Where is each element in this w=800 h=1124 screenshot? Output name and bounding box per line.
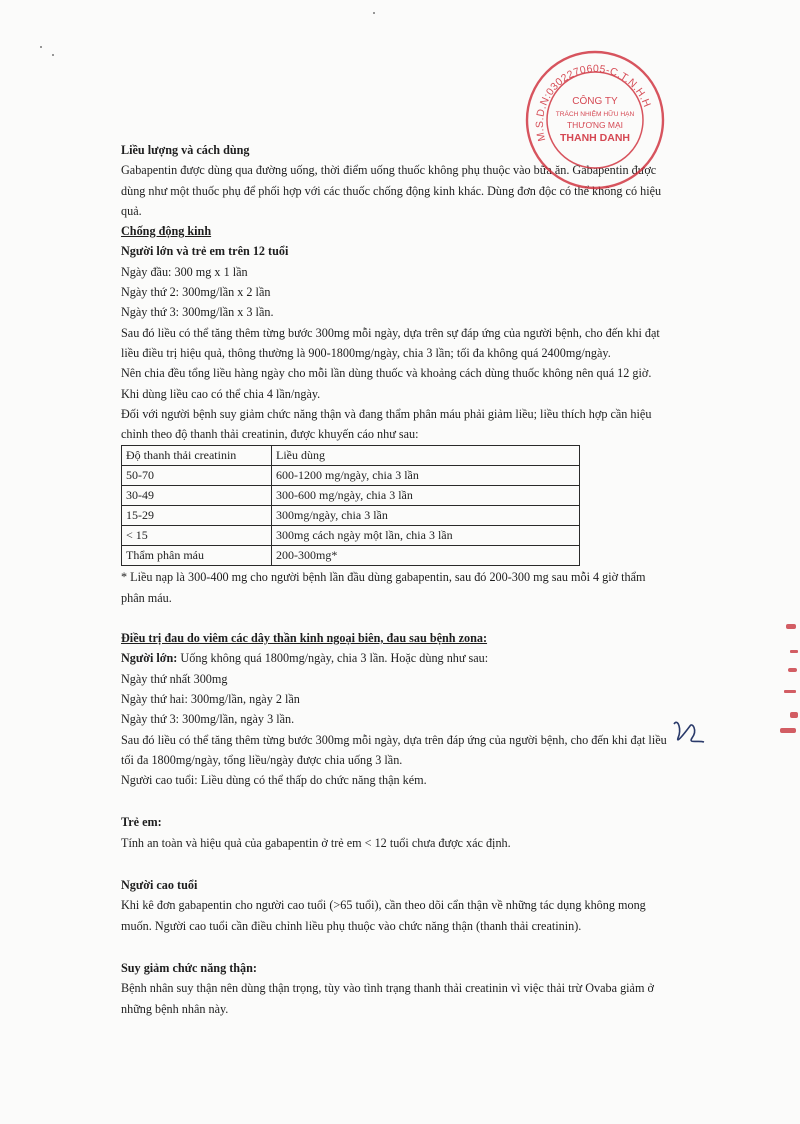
neuropathic-line: Ngày thứ 3: 300mg/lần, ngày 3 lần. <box>121 712 295 727</box>
neuropathic-line: Sau đó liều có thể tăng thêm từng bước 300mg mỗi ngày, dựa trên đáp ứng của người bệnh, cho đến khi đạt liều <box>121 732 667 747</box>
table-cell: 30-49 <box>122 486 272 506</box>
neuropathic-line: tối đa 1800mg/ngày, tổng liều/ngày được chia uống 3 lần. <box>121 752 403 767</box>
renal-line: Bệnh nhân suy thận nên dùng thận trọng, tùy vào tình trạng thanh thải creatinin vì việc thải trừ Ovaba giảm ở <box>121 981 654 996</box>
neuropathic-heading: Điều trị đau do viêm các dây thần kinh ngoại biên, đau sau bệnh zona: <box>121 631 488 646</box>
seal-line: THƯƠNG MẠI <box>566 120 624 130</box>
neuropathic-line: Ngày thứ nhất 300mg <box>121 671 228 686</box>
table-row <box>122 486 580 506</box>
seal-line: CÔNG TY <box>572 96 618 107</box>
neuropathic-adult-line <box>121 648 731 668</box>
speck <box>40 46 42 48</box>
adults-heading: Người lớn và trẻ em trên 12 tuổi <box>121 244 289 259</box>
table-cell: Thẩm phân máu <box>122 546 272 566</box>
speck <box>52 54 54 56</box>
table-cell: 600-1200 mg/ngày, chia 3 lần <box>272 466 580 486</box>
spacer <box>121 790 731 812</box>
table-row <box>122 466 580 486</box>
anticonvulsant-heading: Chống động kinh <box>121 224 212 239</box>
spacer <box>121 853 731 875</box>
dose-line: Sau đó liều có thể tăng thêm từng bước 300mg mỗi ngày, dựa trên sự đáp ứng của người bệnh, cho đến khi đạt <box>121 325 660 340</box>
adult-label: Người lớn: <box>121 651 178 666</box>
speck <box>373 12 375 14</box>
elderly-line: muốn. Người cao tuổi cần điều chỉnh liều phụ thuộc vào chức năng thận (thanh thải creatinin). <box>121 918 582 933</box>
table-row <box>122 526 580 546</box>
dose-line: Khi dùng liều cao có thể chia 4 lần/ngày. <box>121 386 321 401</box>
table-note: * Liều nạp là 300-400 mg cho người bệnh lần đầu dùng gabapentin, sau đó 200-300 mg sau mỗi 4 giờ thẩm <box>121 570 646 585</box>
handwritten-mark <box>668 716 708 752</box>
neuropathic-line: Người cao tuổi: Liều dùng có thể thấp do chức năng thận kém. <box>121 773 427 788</box>
table-cell: 15-29 <box>122 506 272 526</box>
seal-line: THANH DANH <box>560 132 630 144</box>
neuropathic-line: Ngày thứ hai: 300mg/lần, ngày 2 lần <box>121 691 300 706</box>
renal-line: những bệnh nhân này. <box>121 1001 229 1016</box>
table-cell: 300mg/ngày, chia 3 lần <box>272 506 580 526</box>
intro-line: quả. <box>121 203 142 218</box>
dose-line: Đối với người bệnh suy giảm chức năng thận và đang thẩm phân máu phải giảm liều; liều thích hợp cần hiệu <box>121 406 652 421</box>
renal-dose-table <box>121 445 580 566</box>
table-row <box>122 546 580 566</box>
table-note: phân máu. <box>121 590 172 605</box>
table-header-cell: Liều dùng <box>272 446 580 466</box>
margin-marks <box>768 620 800 750</box>
elderly-heading: Người cao tuổi <box>121 878 198 893</box>
dose-line: Ngày thứ 3: 300mg/lần x 3 lần. <box>121 305 274 320</box>
table-cell: < 15 <box>122 526 272 546</box>
dose-line: liều điều trị hiệu quả, thông thường là 900-1800mg/ngày, chia 3 lần; tối đa không quá 2400mg/ngày. <box>121 345 611 360</box>
table-row <box>122 506 580 526</box>
children-heading: Trẻ em: <box>121 815 162 830</box>
dose-line: chỉnh theo độ thanh thải creatinin, được khuyến cáo như sau: <box>121 427 419 442</box>
spacer <box>121 608 731 628</box>
table-cell: 300-600 mg/ngày, chia 3 lần <box>272 486 580 506</box>
elderly-line: Khi kê đơn gabapentin cho người cao tuổi (>65 tuổi), cần theo dõi cẩn thận về những tác dụng không mong <box>121 898 646 913</box>
dosage-heading: Liều lượng và cách dùng <box>121 143 250 157</box>
renal-heading: Suy giảm chức năng thận: <box>121 960 257 975</box>
spacer <box>121 936 731 958</box>
dose-line: Nên chia đều tổng liều hàng ngày cho mỗi lần dùng thuốc và khoảng cách dùng thuốc không nên quá 12 giờ. <box>121 366 652 381</box>
dose-line: Ngày đầu: 300 mg x 1 lần <box>121 264 248 279</box>
seal-ring-text: M.S.D.N:0302270605-C.T.N.H.H <box>533 62 653 143</box>
table-cell: 200-300mg* <box>272 546 580 566</box>
company-seal <box>523 48 667 192</box>
children-text: Tính an toàn và hiệu quả của gabapentin ở trẻ em < 12 tuổi chưa được xác định. <box>121 835 511 850</box>
intro-line: dùng như một thuốc phụ để phối hợp với các thuốc chống động kinh khác. Dùng đơn độc có thể không có hiệu <box>121 183 662 198</box>
seal-line: TRÁCH NHIỆM HỮU HẠN <box>555 111 635 118</box>
table-header-cell: Độ thanh thải creatinin <box>122 446 272 466</box>
dose-line: Ngày thứ 2: 300mg/lần x 2 lần <box>121 285 271 300</box>
intro-line: Gabapentin được dùng qua đường uống, thời điểm uống thuốc không phụ thuộc vào bữa ăn. Gabapentin được <box>121 163 657 178</box>
table-header-row <box>122 446 580 466</box>
table-cell: 300mg cách ngày một lần, chia 3 lần <box>272 526 580 546</box>
document-body <box>121 140 731 1019</box>
adult-text: Uống không quá 1800mg/ngày, chia 3 lần. Hoặc dùng như sau: <box>177 651 489 666</box>
table-cell: 50-70 <box>122 466 272 486</box>
